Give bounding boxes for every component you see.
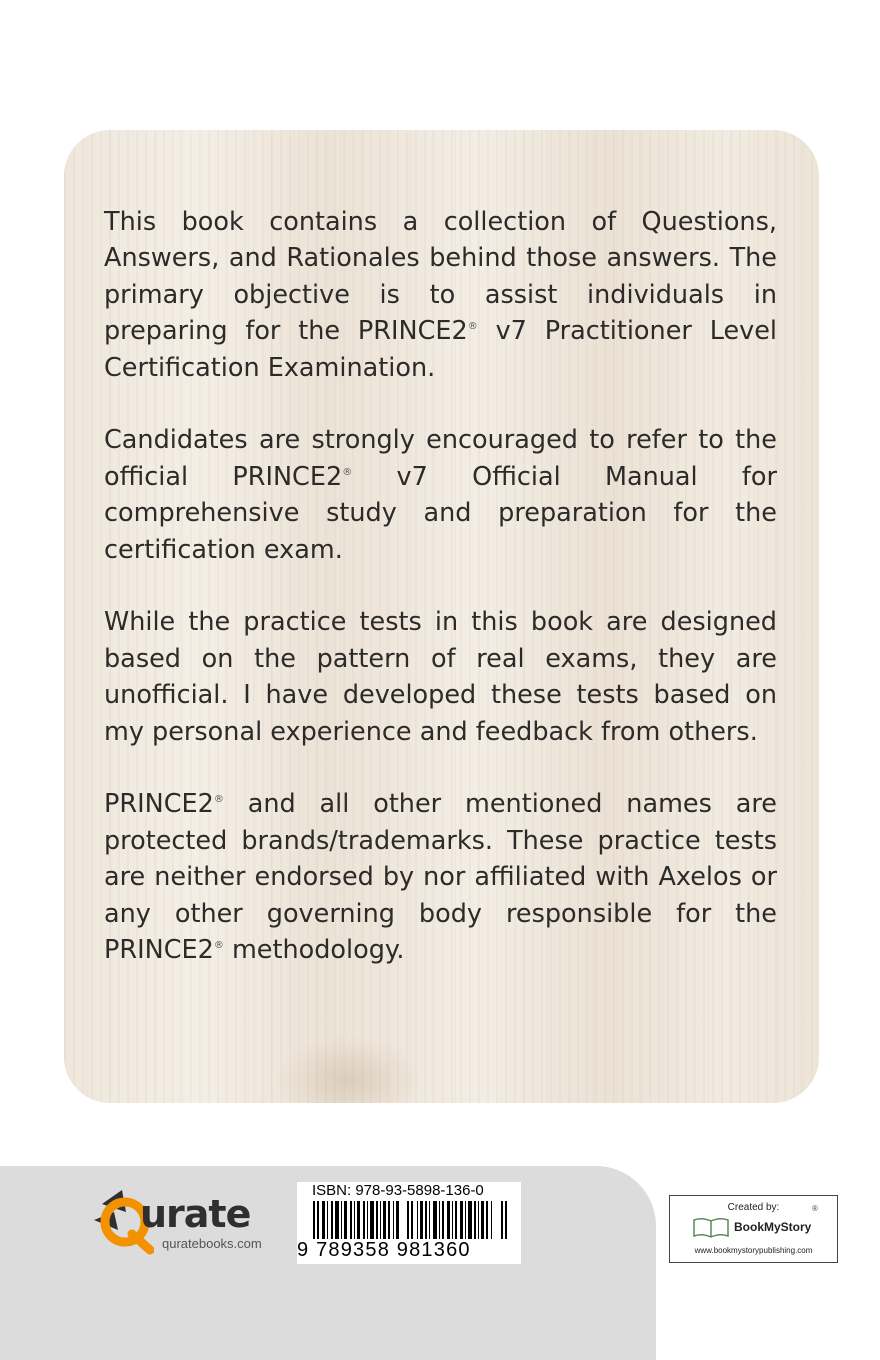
paragraph-2: Candidates are strongly encouraged to refer to the official PRINCE2® v7 Official Manual for comprehensive study and preparation for the certification exam. (104, 425, 777, 565)
created-by-label: Created by: (727, 1202, 780, 1213)
paragraph-1: This book contains a collection of Questions, Answers, and Rationales behind those answers. The primary objective is to assist individuals in preparing for the PRINCE2® v7 Practitioner Level Certification Examination. (104, 207, 778, 383)
registered-mark: ® (342, 466, 353, 478)
isbn-barcode (297, 1182, 521, 1264)
blurb-text (104, 204, 777, 968)
wood-text-panel (64, 130, 819, 1103)
logo-wordmark: urate (140, 1192, 251, 1236)
bookmystory-credit (669, 1195, 838, 1263)
isbn-label: ISBN: 978-93-5898-136-0 (312, 1182, 484, 1199)
registered-mark: ® (213, 940, 224, 952)
qurate-logo (92, 1186, 292, 1266)
credit-registered-mark: ® (812, 1204, 818, 1213)
open-book-icon (692, 1216, 730, 1238)
wood-knot (274, 1035, 424, 1103)
paragraph-3: While the practice tests in this book are designed based on the pattern of real exams, they are unofficial. I have developed these tests based on my personal experience and feedback from others. (104, 607, 777, 747)
registered-mark: ® (467, 321, 478, 333)
paragraph-4: PRINCE2® and all other mentioned names are protected brands/trademarks. These practice tests are neither endorsed by nor affiliated with Axelos or any other governing body responsible for the PRINCE2® methodology. (104, 789, 777, 966)
credit-brand: BookMyStory (734, 1220, 812, 1234)
credit-url: www.bookmystorypublishing.com (694, 1246, 813, 1255)
registered-mark: ® (213, 794, 224, 806)
barcode-digits: 9 789358 981360 (297, 1239, 521, 1262)
logo-url: quratebooks.com (162, 1236, 262, 1251)
